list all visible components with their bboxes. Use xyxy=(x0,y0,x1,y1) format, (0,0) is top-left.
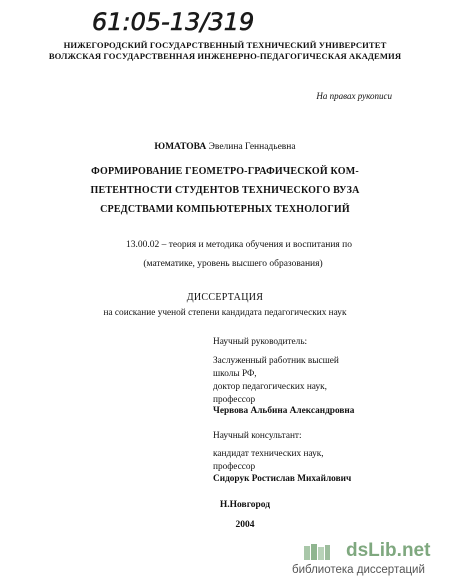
books-icon xyxy=(302,542,332,562)
consultant-title-line2: профессор xyxy=(213,462,256,472)
watermark-tagline: библиотека диссертаций xyxy=(292,564,425,576)
thesis-title-line3: СРЕДСТВАМИ КОМПЬЮТЕРНЫХ ТЕХНОЛОГИЙ xyxy=(100,204,350,215)
dslib-watermark[interactable] xyxy=(288,540,450,582)
watermark-logo: dsLib.net xyxy=(346,540,431,561)
supervisor-title-line1: Заслуженный работник высшей xyxy=(213,356,339,366)
supervisor-title-line2: школы РФ, xyxy=(213,369,257,379)
specialty-line2: (математике, уровень высшего образования) xyxy=(143,259,323,269)
handwritten-number-text: 61:05-13/319 xyxy=(92,8,255,36)
supervisor-heading: Научный руководитель: xyxy=(213,337,308,347)
author-surname: ЮМАТОВА xyxy=(154,142,207,152)
thesis-title-line2: ПЕТЕНТНОСТИ СТУДЕНТОВ ТЕХНИЧЕСКОГО ВУЗА xyxy=(90,185,360,196)
year: 2004 xyxy=(235,520,255,530)
university-name-line1: НИЖЕГОРОДСКИЙ ГОСУДАРСТВЕННЫЙ ТЕХНИЧЕСКИЙ УНИВЕРСИТЕТ xyxy=(63,40,387,50)
consultant-title-line1: кандидат технических наук, xyxy=(213,449,324,459)
university-name-line2: ВОЛЖСКАЯ ГОСУДАРСТВЕННАЯ ИНЖЕНЕРНО-ПЕДАГОГИЧЕСКАЯ АКАДЕМИЯ xyxy=(48,51,402,61)
handwritten-number-drawing xyxy=(88,6,268,36)
handwritten-archive-number xyxy=(88,6,268,36)
supervisor-name: Червова Альбина Александровна xyxy=(213,406,355,416)
city: Н.Новгород xyxy=(219,500,271,510)
supervisor-title-line4: профессор xyxy=(213,395,256,405)
supervisor-title-line3: доктор педагогических наук, xyxy=(213,382,327,392)
dissertation-purpose: на соискание ученой степени кандидата педагогических наук xyxy=(103,308,347,318)
dissertation-label: ДИССЕРТАЦИЯ xyxy=(186,292,264,303)
author-name xyxy=(0,142,450,152)
thesis-title-line1: ФОРМИРОВАНИЕ ГЕОМЕТРО-ГРАФИЧЕСКОЙ КОМ- xyxy=(91,166,359,177)
rights-note: На правах рукописи xyxy=(316,91,392,101)
consultant-name: Сидорук Ростислав Михайлович xyxy=(213,474,352,484)
author-given-names: Эвелина Геннадьевна xyxy=(208,142,296,152)
consultant-heading: Научный консультант: xyxy=(213,431,302,441)
specialty-line1: 13.00.02 – теория и методика обучения и воспитания по xyxy=(126,240,352,250)
